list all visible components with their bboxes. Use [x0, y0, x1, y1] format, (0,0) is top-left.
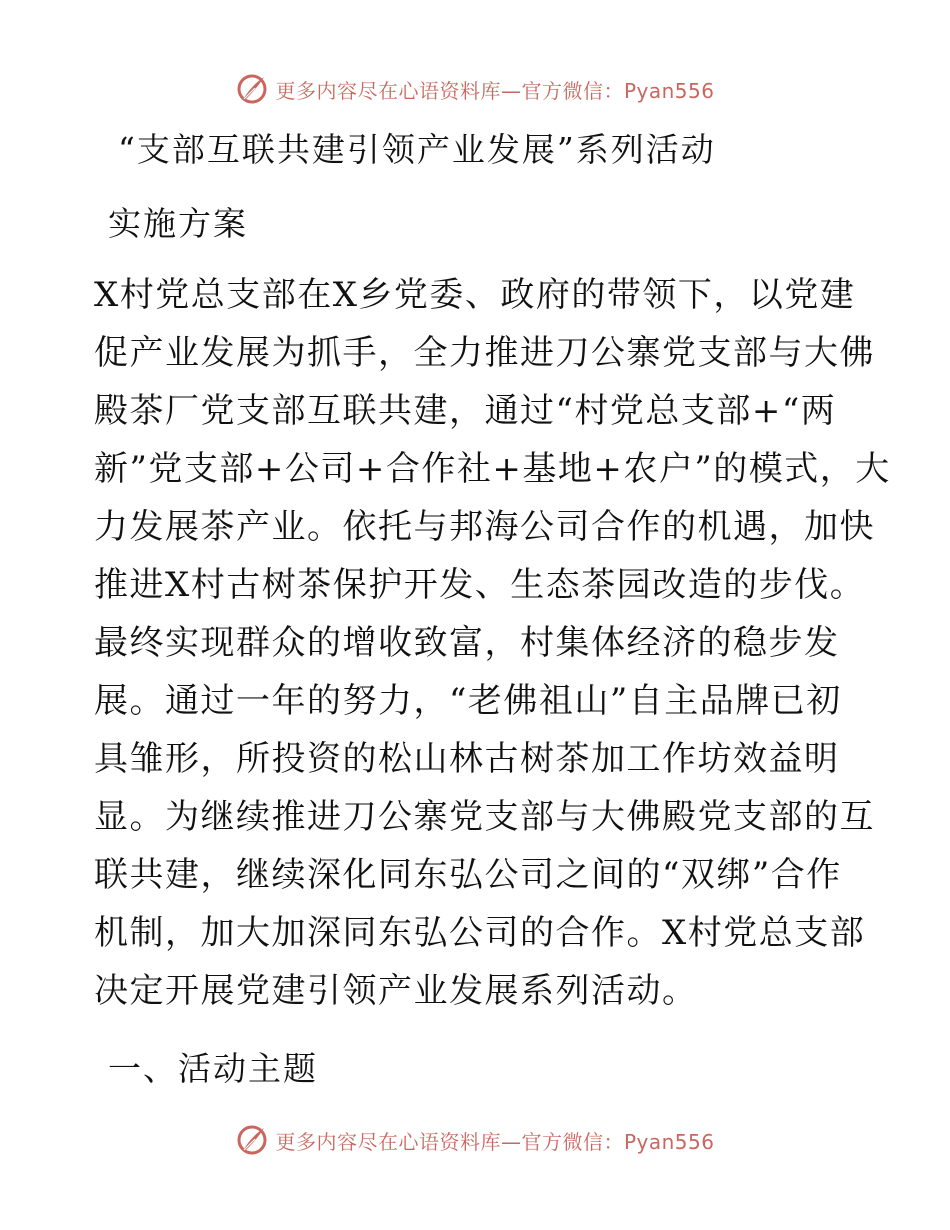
paragraph-line: 力发展茶产业。依托与邦海公司合作的机遇，加快: [94, 507, 875, 547]
paragraph-line: 殿茶厂党支部互联共建，通过“村党总支部+“两: [94, 391, 837, 431]
paragraph-line: 展。通过一年的努力，“老佛祖山”自主品牌已初: [94, 681, 842, 721]
paragraph-line: X村党总支部在X乡党委、政府的带领下，以党建: [94, 275, 856, 315]
paragraph-line: 最终实现群众的增收致富，村集体经济的稳步发: [94, 623, 840, 663]
body-paragraph: [94, 266, 891, 1020]
watermark-header: [0, 72, 950, 106]
watermark-text: 更多内容尽在心语资料库—官方微信：Pyan556: [275, 1129, 715, 1154]
paragraph-line: 联共建，继续深化同东弘公司之间的“双绑”合作: [94, 855, 842, 895]
document-subtitle: 实施方案: [108, 204, 248, 243]
paragraph-line: 新”党支部+公司+合作社+基地+农户”的模式，大: [94, 449, 891, 489]
watermark-text: 更多内容尽在心语资料库—官方微信：Pyan556: [275, 78, 715, 103]
paragraph-line: 促产业发展为抓手，全力推进刀公寨党支部与大佛: [94, 333, 875, 373]
watermark-footer: [0, 1123, 950, 1157]
document-title: “支部互联共建引领产业发展”系列活动: [118, 130, 716, 169]
feather-pen-logo-icon: [235, 72, 269, 106]
paragraph-line: 显。为继续推进刀公寨党支部与大佛殿党支部的互: [94, 797, 875, 837]
paragraph-line: 推进X村古树茶保护开发、生态茶园改造的步伐。: [94, 565, 866, 605]
feather-pen-logo-icon: [235, 1123, 269, 1157]
paragraph-line: 决定开展党建引领产业发展系列活动。: [94, 971, 698, 1011]
section-heading: 一、活动主题: [108, 1049, 318, 1088]
paragraph-line: 具雏形，所投资的松山林古树茶加工作坊效益明: [94, 739, 840, 779]
paragraph-line: 机制，加大加深同东弘公司的合作。X村党总支部: [94, 913, 866, 953]
